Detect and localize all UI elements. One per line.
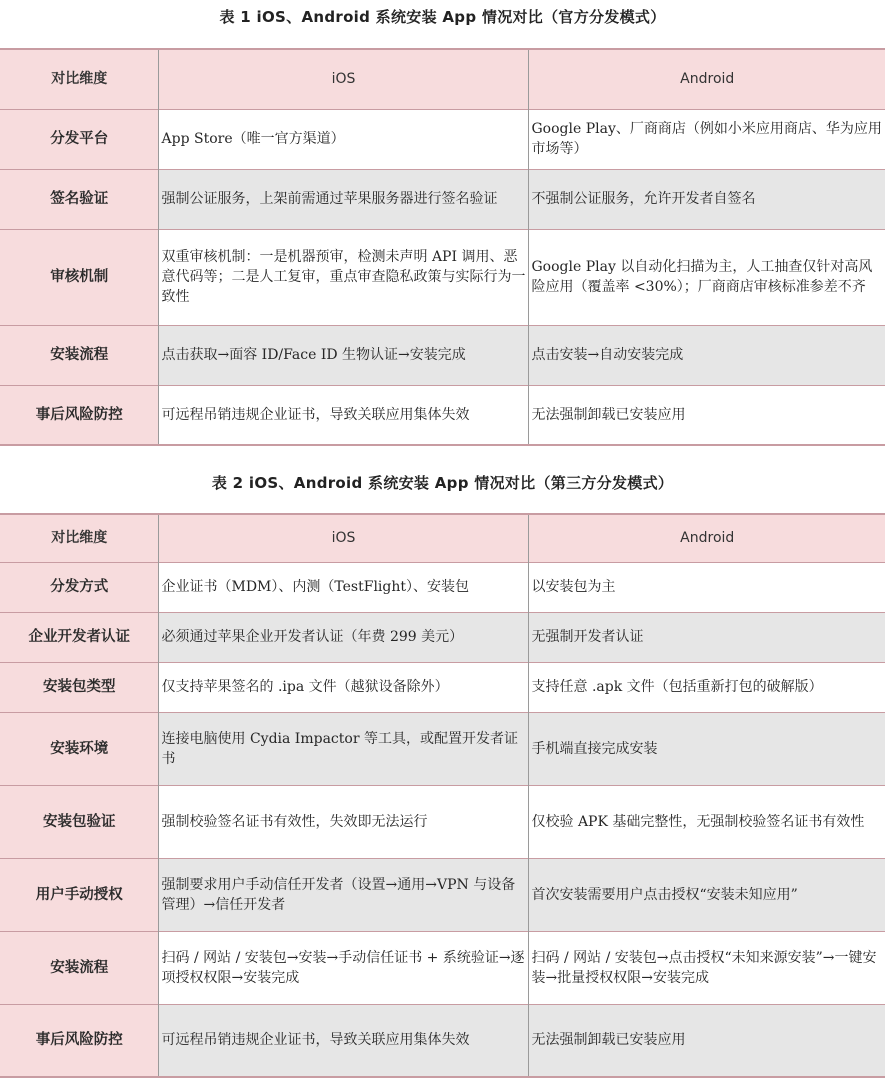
ios-cell: App Store（唯一官方渠道）	[158, 109, 528, 169]
row-label: 审核机制	[0, 229, 158, 325]
android-cell: Google Play、厂商商店（例如小米应用商店、华为应用市场等）	[528, 109, 885, 169]
table-row	[0, 785, 885, 858]
ios-cell: 强制要求用户手动信任开发者（设置→通用→VPN 与设备管理）→信任开发者	[158, 858, 528, 931]
android-cell: 不强制公证服务，允许开发者自签名	[528, 169, 885, 229]
android-cell: 扫码 / 网站 / 安装包→点击授权“未知来源安装”→一键安装→批量授权权限→安装完成	[528, 931, 885, 1004]
table-row	[0, 931, 885, 1004]
table-row	[0, 325, 885, 385]
table1-header-android: Android	[528, 49, 885, 109]
ios-cell: 企业证书（MDM）、内测（TestFlight）、安装包	[158, 562, 528, 612]
table-row	[0, 712, 885, 785]
table2-header-ios: iOS	[158, 514, 528, 562]
ios-cell: 连接电脑使用 Cydia Impactor 等工具，或配置开发者证书	[158, 712, 528, 785]
row-label: 事后风险防控	[0, 385, 158, 445]
android-cell: 无法强制卸载已安装应用	[528, 1004, 885, 1077]
table-row	[0, 1004, 885, 1077]
table1	[0, 48, 885, 446]
table2-header-row	[0, 514, 885, 562]
android-cell: 无强制开发者认证	[528, 612, 885, 662]
table-row	[0, 662, 885, 712]
ios-cell: 可远程吊销违规企业证书，导致关联应用集体失效	[158, 385, 528, 445]
table-row	[0, 612, 885, 662]
table-row	[0, 858, 885, 931]
row-label: 安装流程	[0, 325, 158, 385]
row-label: 事后风险防控	[0, 1004, 158, 1077]
table-row	[0, 169, 885, 229]
table2-header-android: Android	[528, 514, 885, 562]
table1-header-ios: iOS	[158, 49, 528, 109]
table-row	[0, 385, 885, 445]
android-cell: 以安装包为主	[528, 562, 885, 612]
row-label: 安装流程	[0, 931, 158, 1004]
row-label: 签名验证	[0, 169, 158, 229]
table1-header-dimension: 对比维度	[0, 49, 158, 109]
ios-cell: 点击获取→面容 ID/Face ID 生物认证→安装完成	[158, 325, 528, 385]
ios-cell: 仅支持苹果签名的 .ipa 文件（越狱设备除外）	[158, 662, 528, 712]
row-label: 分发平台	[0, 109, 158, 169]
row-label: 用户手动授权	[0, 858, 158, 931]
android-cell: 首次安装需要用户点击授权“安装未知应用”	[528, 858, 885, 931]
ios-cell: 强制公证服务，上架前需通过苹果服务器进行签名验证	[158, 169, 528, 229]
table-row	[0, 562, 885, 612]
row-label: 安装包验证	[0, 785, 158, 858]
row-label: 企业开发者认证	[0, 612, 158, 662]
row-label: 安装环境	[0, 712, 158, 785]
android-cell: 仅校验 APK 基础完整性，无强制校验签名证书有效性	[528, 785, 885, 858]
row-label: 安装包类型	[0, 662, 158, 712]
android-cell: 点击安装→自动安装完成	[528, 325, 885, 385]
ios-cell: 可远程吊销违规企业证书，导致关联应用集体失效	[158, 1004, 528, 1077]
ios-cell: 扫码 / 网站 / 安装包→安装→手动信任证书 + 系统验证→逐项授权权限→安装完成	[158, 931, 528, 1004]
table1-caption: 表 1 iOS、Android 系统安装 App 情况对比（官方分发模式）	[219, 8, 666, 26]
android-cell: Google Play 以自动化扫描为主，人工抽查仅针对高风险应用（覆盖率 <30%）；厂商商店审核标准参差不齐	[528, 229, 885, 325]
table2	[0, 513, 885, 1078]
android-cell: 手机端直接完成安装	[528, 712, 885, 785]
ios-cell: 双重审核机制：一是机器预审，检测未声明 API 调用、恶意代码等；二是人工复审，重点审查隐私政策与实际行为一致性	[158, 229, 528, 325]
android-cell: 支持任意 .apk 文件（包括重新打包的破解版）	[528, 662, 885, 712]
row-label: 分发方式	[0, 562, 158, 612]
table1-header-row	[0, 49, 885, 109]
ios-cell: 强制校验签名证书有效性，失效即无法运行	[158, 785, 528, 858]
table2-caption: 表 2 iOS、Android 系统安装 App 情况对比（第三方分发模式）	[211, 474, 674, 492]
table-row	[0, 229, 885, 325]
ios-cell: 必须通过苹果企业开发者认证（年费 299 美元）	[158, 612, 528, 662]
table-row	[0, 109, 885, 169]
table2-header-dimension: 对比维度	[0, 514, 158, 562]
android-cell: 无法强制卸载已安装应用	[528, 385, 885, 445]
